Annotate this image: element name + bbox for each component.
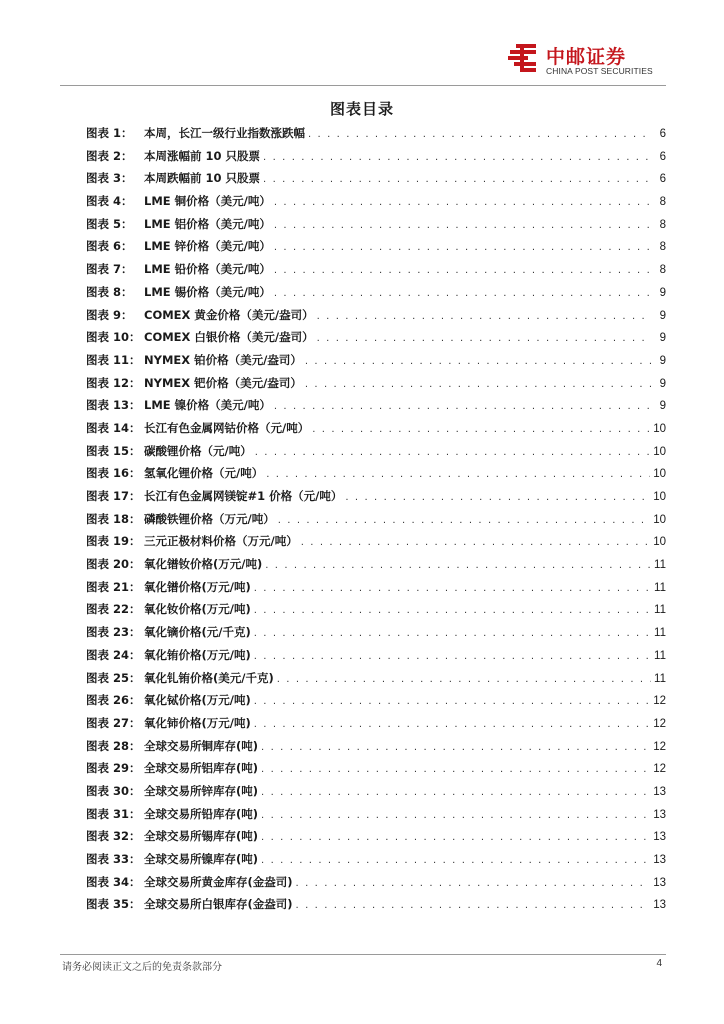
toc-entry-title: 氧化镝价格(元/千克): [144, 625, 251, 640]
toc-dot-leader: [261, 810, 650, 821]
toc-dot-leader: [254, 696, 650, 707]
toc-entry-label: 图表 20：: [86, 557, 141, 572]
toc-entry[interactable]: [86, 715, 666, 738]
toc-entry-title: 全球交易所铅库存(吨): [144, 806, 259, 821]
toc-entry[interactable]: [86, 216, 666, 239]
logo-english-name: CHINA POST SECURITIES: [546, 66, 653, 76]
toc-entry[interactable]: [86, 420, 666, 443]
toc-entry-title: LME 镍价格（美元/吨）: [144, 398, 271, 413]
toc-entry-label: 图表 17：: [86, 489, 141, 503]
toc-entry-page: 12: [653, 717, 666, 730]
toc-dot-leader: [254, 719, 650, 730]
toc-entry[interactable]: [86, 284, 666, 307]
toc-entry-title: NYMEX 铂价格（美元/盎司）: [144, 352, 302, 367]
toc-entry-label: 图表 26：: [86, 693, 141, 708]
toc-entry[interactable]: [86, 670, 666, 693]
toc-entry-page: 6: [659, 128, 666, 140]
toc-entry-label: 图表 10：: [86, 330, 141, 345]
toc-dot-leader: [305, 379, 651, 390]
toc-entry-page: 8: [659, 196, 666, 209]
toc-entry-label: 图表 32：: [86, 829, 141, 844]
toc-entry[interactable]: [86, 465, 666, 488]
toc-entry-page: 8: [659, 241, 666, 254]
toc-entry[interactable]: [86, 238, 666, 261]
toc-entry-title: 氧化铕价格(万元/吨): [144, 647, 251, 662]
toc-entry-page: 13: [653, 785, 666, 798]
toc-entry-label: 图表 30：: [86, 783, 141, 798]
toc-entry-label: 图表 24：: [86, 647, 141, 662]
footer-page-number: 4: [656, 958, 662, 969]
toc-entry-title: 氧化钆铕价格(美元/千克): [144, 670, 274, 685]
toc-entry-label: 图表 6：: [86, 239, 133, 254]
toc-entry-page: 11: [654, 581, 666, 594]
toc-entry[interactable]: [86, 783, 666, 806]
footer-disclaimer: 请务必阅读正文之后的免责条款部分: [62, 962, 222, 973]
toc-entry-page: 13: [653, 876, 666, 889]
toc-entry-label: 图表 9：: [86, 307, 133, 322]
toc-entry[interactable]: [86, 601, 666, 624]
toc-entry[interactable]: [86, 556, 666, 579]
toc-entry-page: 12: [653, 695, 666, 708]
toc-entry-title: 全球交易所白银库存(金盎司): [144, 897, 293, 912]
toc-entry[interactable]: [86, 624, 666, 647]
toc-dot-leader: [261, 787, 650, 798]
toc-entry-page: 9: [659, 332, 666, 345]
toc-entry-title: 长江有色金属网钴价格（元/吨）: [144, 420, 310, 435]
toc-entry[interactable]: [86, 647, 666, 670]
toc-dot-leader: [254, 651, 651, 662]
toc-entry-page: 6: [659, 173, 666, 186]
toc-entry[interactable]: [86, 533, 666, 556]
toc-entry-page: 12: [653, 740, 666, 753]
toc-entry-label: 图表 23：: [86, 625, 141, 640]
toc-entry-label: 图表 11：: [86, 352, 141, 367]
toc-entry-label: 图表 19：: [86, 534, 141, 549]
toc-dot-leader: [274, 197, 651, 208]
toc-entry-title: 长江有色金属网镁锭#1 价格（元/吨）: [144, 489, 343, 503]
toc-dot-leader: [345, 492, 650, 503]
toc-entry[interactable]: [86, 375, 666, 398]
toc-entry-title: 氧化镨钕价格(万元/吨): [144, 557, 263, 572]
toc-entry-title: 磷酸铁锂价格（万元/吨）: [144, 511, 275, 526]
toc-dot-leader: [317, 333, 651, 344]
toc-entry-page: 10: [653, 491, 666, 503]
toc-entry-label: 图表 34：: [86, 874, 141, 889]
toc-entry-title: LME 铜价格（美元/吨）: [144, 194, 271, 209]
toc-entry[interactable]: [86, 170, 666, 193]
toc-dot-leader: [317, 311, 651, 322]
toc-entry-title: 氢氧化锂价格（元/吨）: [144, 466, 264, 481]
toc-entry-page: 9: [659, 400, 666, 413]
toc-entry-title: 本周，长江一级行业指数涨跌幅: [144, 126, 305, 140]
toc-entry-title: 全球交易所铝库存(吨): [144, 761, 259, 776]
toc-entry-title: LME 锡价格（美元/吨）: [144, 284, 271, 299]
toc-entry-label: 图表 5：: [86, 216, 133, 231]
toc-dot-leader: [274, 288, 651, 299]
toc-entry-label: 图表 16：: [86, 466, 141, 481]
toc-dot-leader: [263, 152, 651, 163]
toc-entry-page: 9: [659, 309, 666, 322]
toc-entry[interactable]: [86, 851, 666, 874]
toc-entry-label: 图表 14：: [86, 420, 141, 435]
china-post-logo-icon: [506, 42, 540, 76]
toc-entry-label: 图表 13：: [86, 398, 141, 413]
toc-entry-title: 全球交易所锡库存(吨): [144, 829, 259, 844]
toc-dot-leader: [261, 832, 650, 843]
toc-entry[interactable]: [86, 443, 666, 466]
page-header: [60, 40, 666, 90]
toc-entry-page: 10: [653, 513, 666, 526]
toc-entry-label: 图表 3：: [86, 171, 133, 186]
toc-entry-page: 10: [653, 536, 666, 549]
toc-entry-title: COMEX 白银价格（美元/盎司）: [144, 330, 314, 345]
toc-entry[interactable]: [86, 896, 666, 919]
toc-entry[interactable]: [86, 511, 666, 534]
toc-entry-label: 图表 35：: [86, 897, 141, 912]
toc-dot-leader: [274, 242, 651, 253]
toc-entry-page: 11: [654, 559, 666, 572]
toc-entry[interactable]: [86, 148, 666, 171]
toc-entry-page: 12: [653, 763, 666, 776]
toc-dot-leader: [305, 356, 651, 367]
toc-dot-leader: [254, 605, 651, 616]
toc-entry-label: 图表 27：: [86, 715, 141, 730]
toc-entry-title: LME 锌价格（美元/吨）: [144, 239, 271, 254]
toc-entry[interactable]: [86, 125, 666, 148]
toc-dot-leader: [296, 878, 651, 889]
toc-entry[interactable]: [86, 738, 666, 761]
toc-dot-leader: [261, 742, 650, 753]
toc-entry[interactable]: [86, 874, 666, 897]
toc-entry[interactable]: [86, 828, 666, 851]
toc-entry-title: 碳酸锂价格（元/吨）: [144, 443, 252, 458]
toc-dot-leader: [308, 129, 651, 140]
toc-entry-title: 本周跌幅前 10 只股票: [144, 171, 261, 186]
toc-entry-title: LME 铅价格（美元/吨）: [144, 262, 271, 277]
toc-entry-label: 图表 12：: [86, 375, 141, 390]
toc-entry-label: 图表 31：: [86, 806, 141, 821]
header-divider: [60, 85, 666, 86]
toc-entry[interactable]: [86, 352, 666, 375]
toc-entry-title: COMEX 黄金价格（美元/盎司）: [144, 307, 314, 322]
toc-entry-title: 氧化镨价格(万元/吨): [144, 579, 251, 594]
toc-dot-leader: [255, 447, 651, 458]
toc-entry-page: 8: [659, 218, 666, 231]
toc-entry-label: 图表 15：: [86, 443, 141, 458]
toc-dot-leader: [301, 537, 651, 548]
toc-entry-title: NYMEX 钯价格（美元/盎司）: [144, 375, 302, 390]
toc-entry-page: 9: [659, 286, 666, 299]
toc-entry-label: 图表 8：: [86, 284, 133, 299]
toc-dot-leader: [254, 628, 651, 639]
toc-entry-page: 11: [654, 672, 666, 685]
toc-entry-label: 图表 29：: [86, 761, 141, 776]
toc-entry[interactable]: [86, 692, 666, 715]
toc-dot-leader: [296, 900, 651, 911]
toc-entry-title: 本周涨幅前 10 只股票: [144, 148, 261, 163]
toc-entry-title: LME 铝价格（美元/吨）: [144, 216, 271, 231]
toc-entry[interactable]: [86, 579, 666, 602]
toc-title: 图表目录: [329, 100, 394, 118]
table-of-figures: [86, 125, 666, 919]
toc-entry-page: 11: [654, 604, 666, 617]
toc-entry[interactable]: [86, 760, 666, 783]
toc-entry-page: 9: [659, 377, 666, 390]
toc-entry-label: 图表 7：: [86, 262, 133, 277]
toc-entry[interactable]: [86, 261, 666, 284]
toc-entry[interactable]: [86, 806, 666, 829]
toc-dot-leader: [261, 764, 650, 775]
toc-dot-leader: [312, 424, 650, 435]
toc-entry-page: 11: [654, 649, 666, 662]
toc-entry-page: 8: [659, 264, 666, 277]
toc-entry-page: 13: [653, 808, 666, 821]
toc-entry-page: 13: [653, 899, 666, 912]
toc-entry-title: 全球交易所镍库存(吨): [144, 852, 259, 866]
toc-dot-leader: [278, 515, 651, 526]
toc-entry-title: 全球交易所铜库存(吨): [144, 738, 259, 753]
toc-entry-title: 全球交易所黄金库存(金盎司): [144, 874, 293, 889]
toc-entry-title: 氧化钕价格(万元/吨): [144, 602, 251, 617]
toc-dot-leader: [261, 855, 650, 866]
toc-entry[interactable]: [86, 329, 666, 352]
toc-entry-page: 10: [653, 468, 666, 481]
company-logo: [506, 40, 666, 84]
toc-entry-label: 图表 28：: [86, 738, 141, 753]
toc-dot-leader: [254, 583, 651, 594]
toc-entry-label: 图表 18：: [86, 511, 141, 526]
toc-entry-page: 9: [659, 354, 666, 367]
toc-entry-label: 图表 4：: [86, 194, 133, 209]
toc-entry-page: 13: [653, 831, 666, 844]
footer-divider: [60, 954, 666, 955]
toc-entry-label: 图表 21：: [86, 579, 141, 594]
toc-entry-page: 10: [653, 445, 666, 458]
toc-dot-leader: [274, 265, 651, 276]
toc-entry-label: 图表 2：: [86, 148, 133, 163]
toc-dot-leader: [266, 469, 650, 480]
toc-entry-title: 三元正极材料价格（万元/吨）: [144, 534, 298, 549]
toc-dot-leader: [274, 401, 651, 412]
toc-entry-page: 11: [654, 627, 666, 640]
toc-entry-label: 图表 1：: [86, 126, 133, 140]
toc-dot-leader: [277, 674, 651, 685]
toc-entry-page: 10: [653, 422, 666, 435]
toc-entry-label: 图表 33：: [86, 852, 141, 866]
toc-entry[interactable]: [86, 488, 666, 511]
logo-chinese-name: 中邮证券: [546, 46, 627, 68]
toc-entry-page: 6: [659, 150, 666, 163]
toc-dot-leader: [265, 560, 651, 571]
toc-entry-title: 全球交易所锌库存(吨): [144, 783, 259, 798]
toc-dot-leader: [263, 174, 651, 185]
toc-entry-label: 图表 25：: [86, 670, 141, 685]
toc-entry-title: 氧化铈价格(万元/吨): [144, 715, 251, 730]
toc-entry-page: 13: [653, 854, 666, 866]
toc-entry-title: 氧化铽价格(万元/吨): [144, 693, 251, 708]
toc-entry[interactable]: [86, 397, 666, 420]
toc-entry[interactable]: [86, 193, 666, 216]
toc-entry[interactable]: [86, 307, 666, 330]
toc-dot-leader: [274, 220, 651, 231]
toc-entry-label: 图表 22：: [86, 602, 141, 617]
